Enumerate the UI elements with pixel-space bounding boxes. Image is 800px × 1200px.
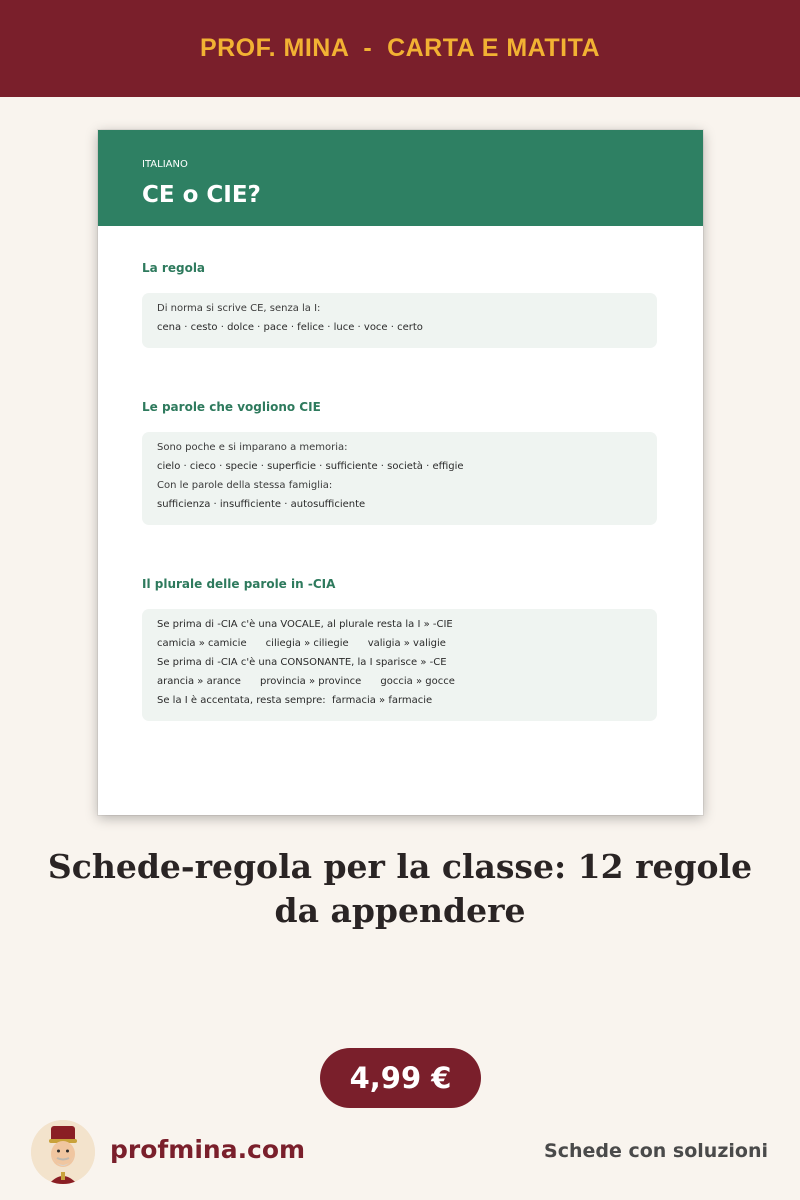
site-link[interactable]: profmina.com bbox=[110, 1135, 306, 1164]
rule-box-plurale bbox=[142, 609, 657, 721]
section-title-plurale: Il plurale delle parole in -CIA bbox=[142, 577, 336, 591]
rule-line: Se prima di -CIA c'è una VOCALE, al plurale resta la I » -CIE bbox=[157, 619, 453, 630]
sheet-subject: ITALIANO bbox=[142, 159, 188, 170]
section-title-regola: La regola bbox=[142, 261, 206, 275]
section-title-parole-cie: Le parole che vogliono CIE bbox=[142, 400, 321, 414]
price-badge[interactable]: 4,99 € bbox=[320, 1048, 481, 1108]
product-title: Schede-regola per la classe: 12 regole da appendere bbox=[47, 847, 753, 930]
rule-line: camicia » camicie ciliegia » ciliegie valigia » valigie bbox=[157, 638, 446, 649]
rule-line: Di norma si scrive CE, senza la I: bbox=[157, 303, 321, 314]
rule-sheet-preview bbox=[98, 130, 703, 815]
banner-text: PROF. MINA - CARTA E MATITA bbox=[199, 34, 601, 62]
tagline: Schede con soluzioni bbox=[544, 1140, 768, 1162]
teacher-avatar-icon bbox=[31, 1120, 95, 1184]
rule-line: arancia » arance provincia » province goccia » gocce bbox=[157, 676, 455, 687]
rule-line: cena · cesto · dolce · pace · felice · luce · voce · certo bbox=[157, 322, 423, 333]
sheet-header bbox=[98, 130, 703, 226]
sheet-title: CE o CIE? bbox=[142, 182, 261, 208]
rule-box-regola bbox=[142, 293, 657, 348]
rule-line: sufficienza · insufficiente · autosufficiente bbox=[157, 499, 366, 510]
rule-box-parole-cie bbox=[142, 432, 657, 525]
rule-line: Sono poche e si imparano a memoria: bbox=[157, 442, 348, 453]
top-banner bbox=[0, 0, 800, 97]
rule-line: cielo · cieco · specie · superficie · sufficiente · società · effigie bbox=[157, 461, 464, 472]
rule-line: Con le parole della stessa famiglia: bbox=[157, 480, 333, 491]
rule-line: Se la I è accentata, resta sempre: farmacia » farmacie bbox=[157, 695, 433, 706]
rule-line: Se prima di -CIA c'è una CONSONANTE, la I sparisce » -CE bbox=[157, 657, 447, 668]
